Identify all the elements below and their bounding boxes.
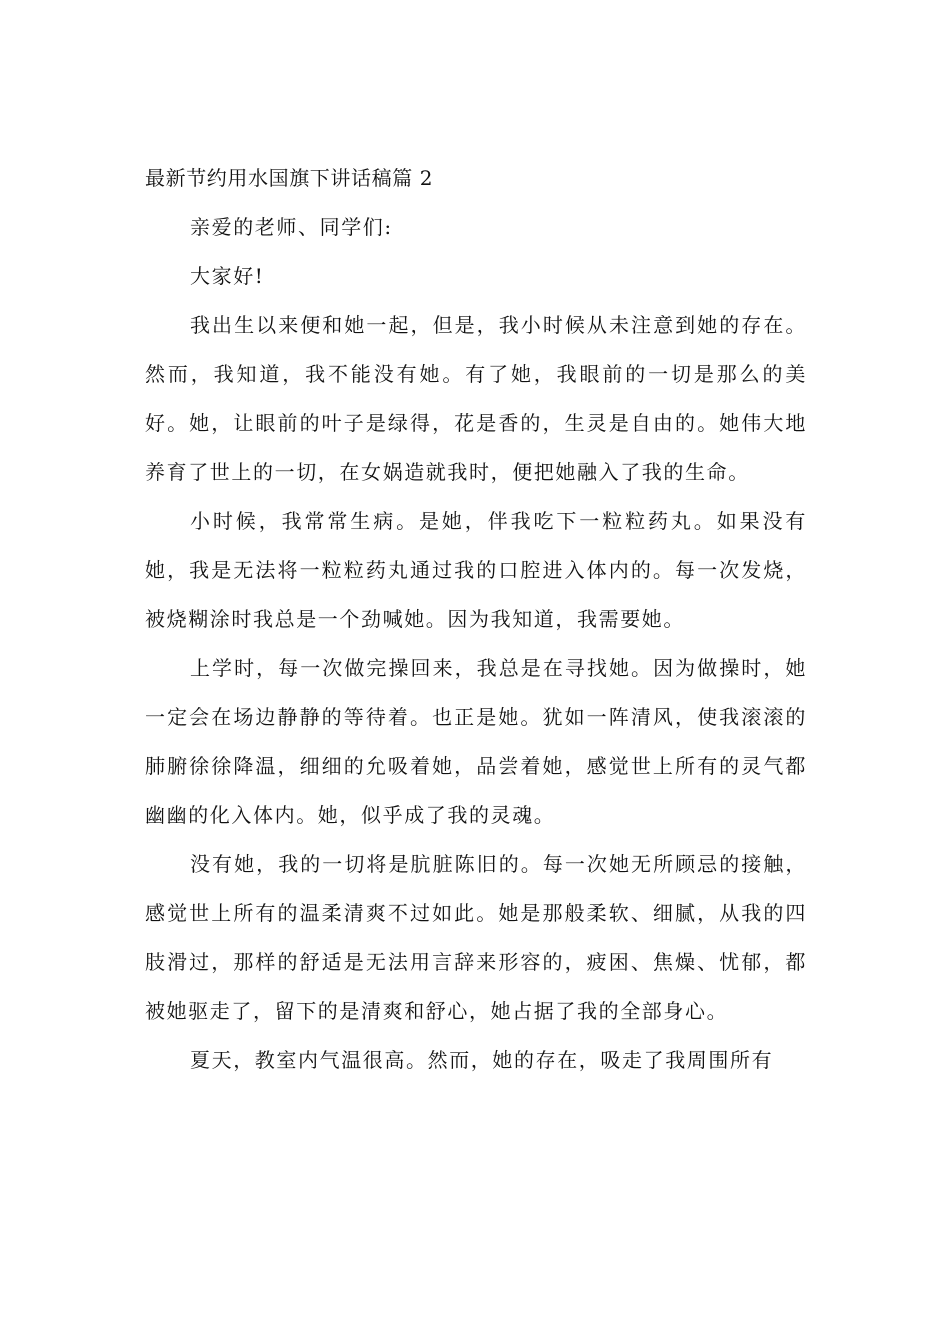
document-body [145,154,807,1085]
paragraph-body-1: 我出生以来便和她一起，但是，我小时候从未注意到她的存在。然而，我知道，我不能没有她。有了她，我眼前的一切是那么的美好。她，让眼前的叶子是绿得，花是香的，生灵是自由的。她伟大地养育了世上的一切，在女娲造就我时，便把她融入了我的生命。 [145,313,807,484]
paragraph-body-3: 上学时，每一次做完操回来，我总是在寻找她。因为做操时，她一定会在场边静静的等待着。也正是她。犹如一阵清风，使我滚滚的肺腑徐徐降温，细细的允吸着她，品尝着她，感觉世上所有的灵气都幽幽的化入体内。她，似乎成了我的灵魂。 [145,656,807,827]
document-title: 最新节约用水国旗下讲话稿篇 2 [145,166,434,190]
paragraph-body-4: 没有她，我的一切将是肮脏陈旧的。每一次她无所顾忌的接触，感觉世上所有的温柔清爽不过如此。她是那般柔软、细腻，从我的四肢滑过，那样的舒适是无法用言辞来形容的，疲困、焦燥、忧郁，都被她驱走了，留下的是清爽和舒心，她占据了我的全部身心。 [145,852,807,1023]
paragraph-body-2: 小时候，我常常生病。是她，伴我吃下一粒粒药丸。如果没有她，我是无法将一粒粒药丸通过我的口腔进入体内的。每一次发烧，被烧糊涂时我总是一个劲喊她。因为我知道，我需要她。 [145,509,807,631]
paragraph-greeting: 亲爱的老师、同学们: [190,215,393,239]
paragraph-hello: 大家好! [190,264,265,288]
paragraph-body-5: 夏天，教室内气温很高。然而，她的存在，吸走了我周围所有 [190,1048,774,1072]
